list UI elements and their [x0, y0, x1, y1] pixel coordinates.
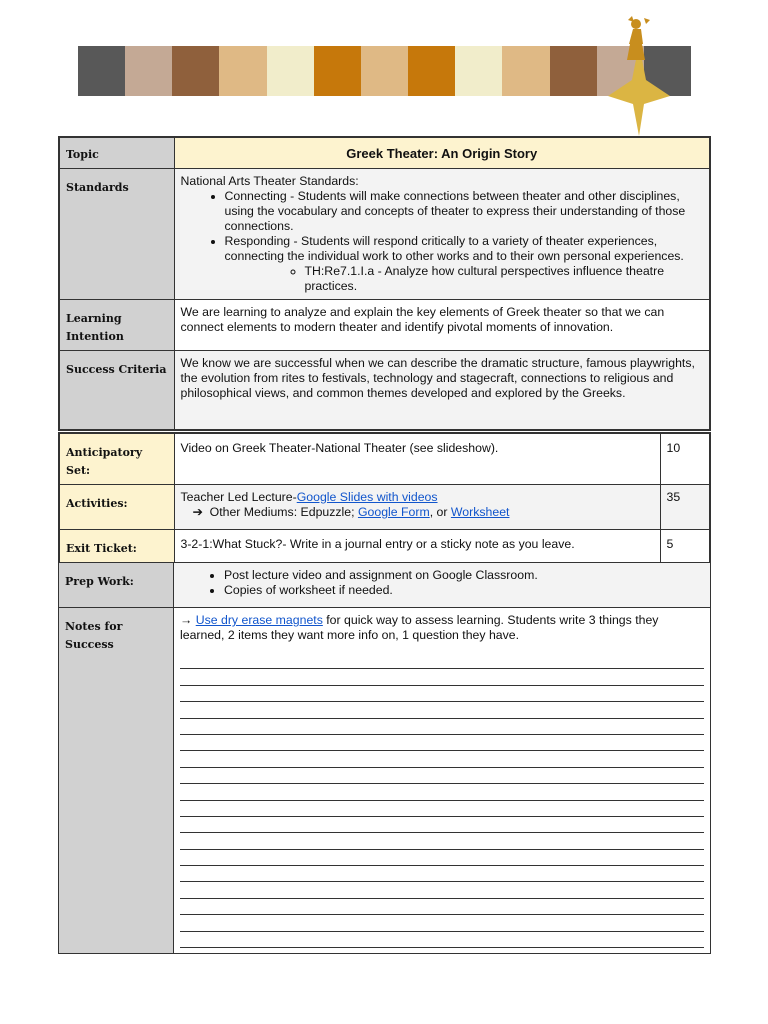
writing-line: [180, 882, 704, 898]
writing-line: [180, 817, 704, 833]
table-row: [59, 433, 710, 485]
writing-line: [180, 932, 704, 948]
color-swatch: [361, 46, 408, 96]
substandard-list: [225, 264, 704, 294]
writing-line: [180, 784, 704, 800]
activities-label: Activities:: [59, 485, 174, 530]
notes-success-cell: → Use dry erase magnets for quick way to assess learning. Students write 3 things they learned, 2 items they want more info on, 1 question they have.: [174, 608, 711, 954]
writing-line: [180, 719, 704, 735]
table-row: [59, 300, 710, 351]
exit-ticket-text: 3-2-1:What Stuck?- Write in a journal entry or a sticky note as you leave.: [174, 530, 660, 564]
writing-line: [180, 751, 704, 767]
color-swatch: [219, 46, 266, 96]
list-item: ◦ TH:Re7.1.I.a - Analyze how cultural perspectives influence theatre practices.: [305, 264, 704, 294]
success-criteria-label: Success Criteria: [59, 351, 174, 431]
list-item: ➔ Other Mediums: Edpuzzle; Google Form, or Worksheet: [193, 505, 654, 520]
writing-line: [180, 768, 704, 784]
color-swatch: [502, 46, 549, 96]
prep-work-label: Prep Work:: [59, 563, 174, 608]
standards-label: Standards: [59, 169, 174, 300]
writing-line: [180, 702, 704, 718]
writing-lines: [180, 653, 704, 948]
table-row: [59, 351, 710, 431]
anticipatory-minutes: 10: [660, 433, 710, 485]
writing-line: [180, 653, 704, 669]
activities-minutes: 35: [660, 485, 710, 530]
list-item: • Responding - Students will respond critically to a variety of theater experiences, connecting the individual work to other works and to their own personal experiences. ◦ TH:Re7.1.I.a - Analyze how cultural perspectives influence theatre practices.: [225, 234, 704, 294]
list-item: • Connecting - Students will make connections between theater and other disciplines, using the vocabulary and concepts of theater to express their understanding of those connections.: [225, 189, 704, 234]
table-row: [59, 530, 710, 564]
learning-intention-label: Learning Intention: [59, 300, 174, 351]
writing-line: [180, 866, 704, 882]
google-slides-link[interactable]: Google Slides with videos: [296, 490, 438, 504]
list-item: • Post lecture video and assignment on Google Classroom.: [224, 568, 704, 583]
writing-line: [180, 801, 704, 817]
theater-masks-star-icon: [600, 14, 670, 138]
writing-line: [180, 686, 704, 702]
writing-line: [180, 735, 704, 751]
table-row: [59, 137, 710, 169]
standards-cell: [174, 169, 710, 300]
google-form-link[interactable]: Google Form: [357, 505, 430, 519]
schedule-table: [58, 432, 711, 564]
anticipatory-text: Video on Greek Theater-National Theater (see slideshow).: [174, 433, 660, 485]
list-item: • Copies of worksheet if needed.: [224, 583, 704, 598]
color-swatch: [172, 46, 219, 96]
topic-label: Topic: [59, 137, 174, 169]
color-swatch: [78, 46, 125, 96]
learning-intention-text: We are learning to analyze and explain the key elements of Greek theater so that we can connect elements to modern theater and identify pivotal moments of innovation.: [174, 300, 710, 351]
lesson-overview-table: [58, 136, 711, 431]
writing-line: [180, 915, 704, 931]
worksheet-link[interactable]: Worksheet: [450, 505, 510, 519]
notes-table: [58, 562, 711, 954]
color-swatch: [125, 46, 172, 96]
exit-ticket-minutes: 5: [660, 530, 710, 564]
color-swatch: [550, 46, 597, 96]
color-swatch: [408, 46, 455, 96]
other-mediums-list: [181, 505, 654, 520]
color-swatch: [267, 46, 314, 96]
success-criteria-text: We know we are successful when we can describe the dramatic structure, famous playwrights, the evolution from rites to festivals, technology and stagecraft, connections to religious and philosophical views, and common themes developed and explored by the Greeks.: [174, 351, 710, 431]
writing-line: [180, 850, 704, 866]
color-swatch: [314, 46, 361, 96]
exit-ticket-label: Exit Ticket:: [59, 530, 174, 564]
topic-title: Greek Theater: An Origin Story: [174, 137, 710, 169]
prep-work-cell: [174, 563, 711, 608]
dry-erase-magnets-link[interactable]: Use dry erase magnets: [195, 613, 323, 627]
writing-line: [180, 833, 704, 849]
table-row: [59, 169, 710, 300]
anticipatory-label: Anticipatory Set:: [59, 433, 174, 485]
standards-list: [181, 189, 704, 294]
table-row: [59, 608, 711, 954]
writing-line: [180, 899, 704, 915]
table-row: [59, 485, 710, 530]
standards-intro: National Arts Theater Standards:: [180, 174, 359, 188]
color-swatch: [455, 46, 502, 96]
activities-cell: Teacher Led Lecture-Google Slides with videos ➔ Other Mediums: Edpuzzle; Google Form, or Worksheet: [174, 485, 660, 530]
notes-success-label: Notes for Success: [59, 608, 174, 954]
prep-list: [180, 568, 704, 598]
table-row: [59, 563, 711, 608]
writing-line: [180, 669, 704, 685]
